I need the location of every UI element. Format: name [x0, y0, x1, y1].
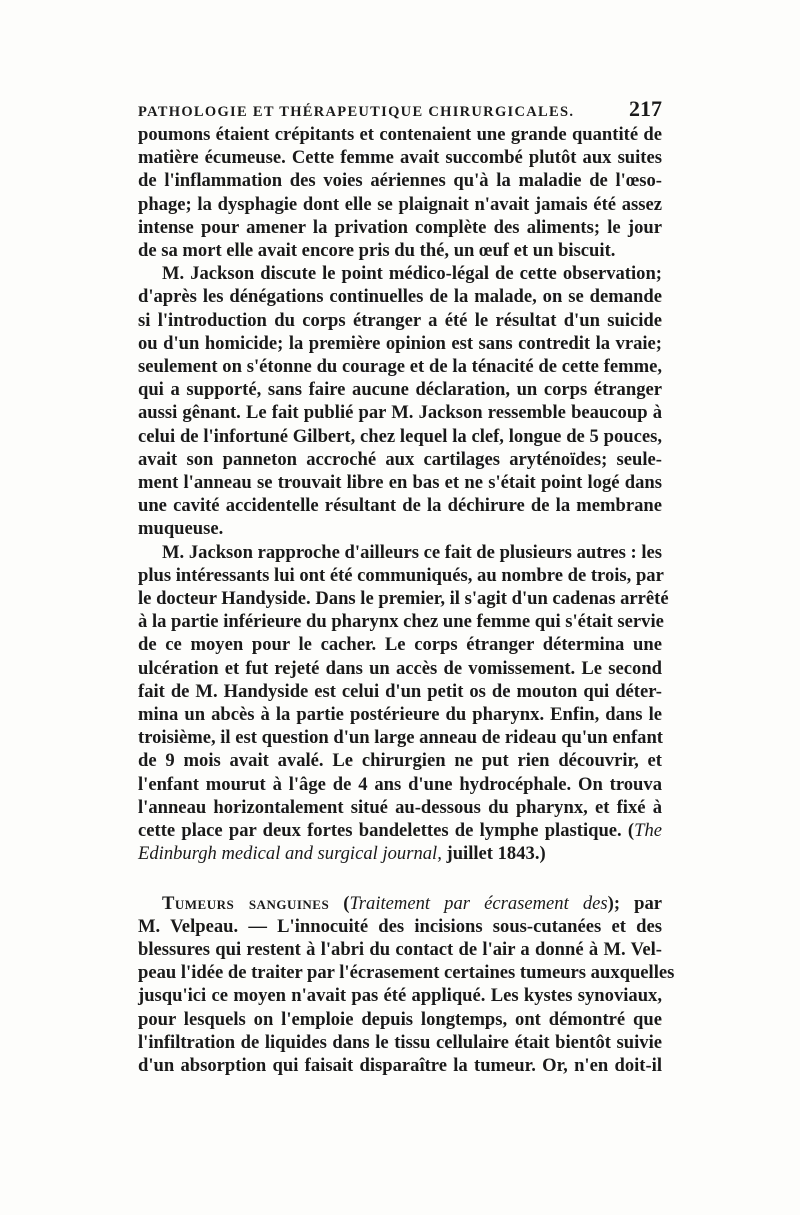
- text-line: seulement on s'étonne du courage et de la ténacité de cette femme,: [138, 356, 662, 378]
- text-line: matière écumeuse. Cette femme avait succombé plutôt aux suites: [138, 147, 662, 169]
- text-line: de l'inflammation des voies aériennes qu'à la maladie de l'œso-: [138, 170, 662, 192]
- journal-title-part: Edinburgh medical and surgical journal,: [138, 843, 442, 865]
- text-line: plus intéressants lui ont été communiqués, au nombre de trois, par: [138, 564, 664, 586]
- text-line: à la partie inférieure du pharynx chez une femme qui s'était servie: [138, 611, 664, 633]
- text-line: [138, 892, 662, 915]
- text-line: blessures qui restent à l'abri du contact de l'air a donné à M. Vel-: [138, 938, 662, 960]
- text-segment: cette place par deux fortes bandelettes de lymphe plastique. (: [138, 820, 635, 842]
- text-line: d'après les dénégations continuelles de la malade, on se demande: [138, 286, 662, 308]
- section-subtitle: Traitement par écrasement des: [349, 892, 608, 914]
- text-segment: (: [329, 892, 350, 914]
- running-title: PATHOLOGIE ET THÉRAPEUTIQUE CHIRURGICALES.: [138, 104, 575, 120]
- text-line: ou d'un homicide; la première opinion est sans contredit la vraie;: [138, 332, 662, 354]
- text-line: intense pour amener la privation complète des aliments; le jour: [138, 216, 662, 238]
- page-header: [138, 96, 662, 122]
- text-line: M. Jackson rapproche d'ailleurs ce fait de plusieurs autres : les: [162, 541, 662, 563]
- body-text: [138, 123, 675, 1077]
- text-line: d'un absorption qui faisait disparaître la tumeur. Or, n'en doit-il: [138, 1054, 662, 1076]
- text-line: aussi gênant. Le fait publié par M. Jackson ressemble beaucoup à: [138, 402, 662, 424]
- journal-title-part: The: [634, 820, 662, 842]
- text-line: peau l'idée de traiter par l'écrasement certaines tumeurs auxquelles: [138, 962, 675, 984]
- text-segment: ); par: [607, 892, 662, 914]
- text-line: de 9 mois avait avalé. Le chirurgien ne put rien découvrir, et: [138, 750, 662, 772]
- text-line: M. Velpeau. — L'innocuité des incisions sous-cutanées et des: [138, 915, 662, 937]
- section-heading: Tumeurs sanguines: [162, 892, 330, 914]
- text-line: phage; la dysphagie dont elle se plaignait n'avait jamais été assez: [138, 193, 662, 215]
- section-gap: [138, 866, 662, 892]
- text-line: M. Jackson discute le point médico-légal de cette observation;: [162, 263, 662, 285]
- text-segment: juillet 1843.): [441, 843, 546, 865]
- text-line: mina un abcès à la partie postérieure du pharynx. Enfin, dans le: [138, 704, 662, 726]
- text-line: [138, 819, 662, 842]
- text-line: de ce moyen pour le cacher. Le corps étranger détermina une: [138, 634, 662, 656]
- page-number: 217: [629, 96, 662, 121]
- text-line: l'infiltration de liquides dans le tissu cellulaire était bientôt suivie: [138, 1031, 662, 1053]
- text-line: pour lesquels on l'emploie depuis longtemps, ont démontré que: [138, 1008, 662, 1030]
- text-line: muqueuse.: [138, 518, 224, 540]
- text-line: qui a supporté, sans faire aucune déclaration, un corps étranger: [138, 379, 662, 401]
- text-line: l'anneau horizontalement situé au-dessous du pharynx, et fixé à: [138, 796, 662, 818]
- text-line: le docteur Handyside. Dans le premier, il s'agit d'un cadenas arrêté: [138, 588, 669, 610]
- text-line: jusqu'ici ce moyen n'avait pas été appliqué. Les kystes synoviaux,: [138, 985, 662, 1007]
- text-line: l'enfant mourut à l'âge de 4 ans d'une hydrocéphale. On trouva: [138, 773, 662, 795]
- text-line: celui de l'infortuné Gilbert, chez lequel la clef, longue de 5 pouces,: [138, 425, 662, 447]
- text-line: troisième, il est question d'un large anneau de rideau qu'un enfant: [138, 727, 663, 749]
- text-line: de sa mort elle avait encore pris du thé, un œuf et un biscuit.: [138, 240, 616, 262]
- text-line: si l'introduction du corps étranger a été le résultat d'un suicide: [138, 309, 662, 331]
- text-line: ment l'anneau se trouvait libre en bas et ne s'était point logé dans: [138, 472, 662, 494]
- text-line: ulcération et fut rejeté dans un accès de vomissement. Le second: [138, 657, 662, 679]
- text-line: avait son panneton accroché aux cartilages aryténoïdes; seule-: [138, 448, 662, 470]
- text-line: une cavité accidentelle résultant de la déchirure de la membrane: [138, 495, 662, 517]
- text-line: fait de M. Handyside est celui d'un petit os de mouton qui déter-: [138, 680, 662, 702]
- text-line: poumons étaient crépitants et contenaient une grande quantité de: [138, 124, 662, 145]
- text-line: [138, 842, 662, 865]
